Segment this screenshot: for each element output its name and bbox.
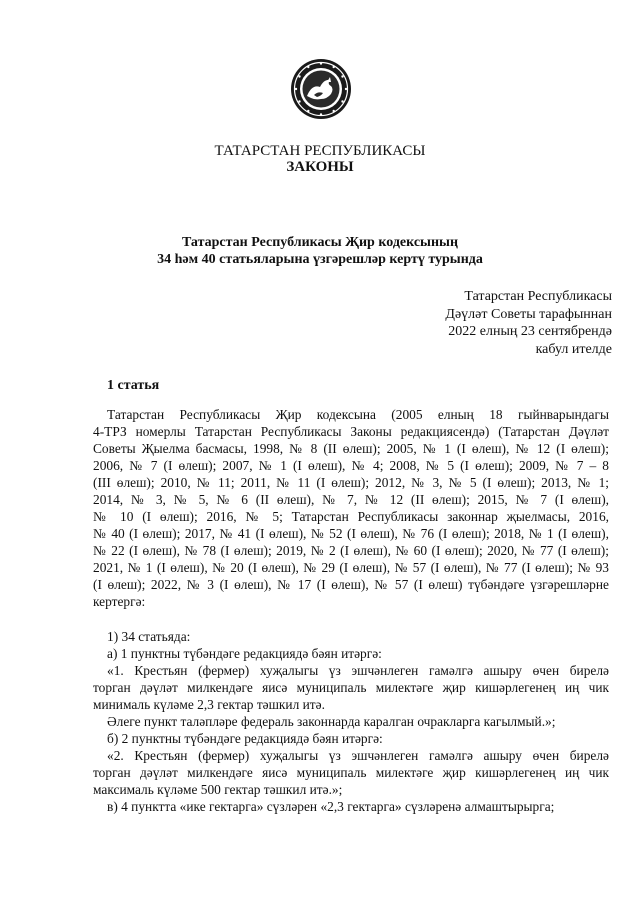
paragraph-line: 2021, № 1 (I өлеш), № 20 (I өлеш), № 29 (I өлеш), № 57 (I өлеш), № 77 (I өлеш); № 93 [93, 560, 609, 575]
paragraph-line: кертергә: [93, 594, 146, 609]
sub-item-b: б) 2 пунктны түбәндәге редакциядә бәян итәргә: [107, 731, 383, 746]
paragraph-line: (I өлеш); 2022, № 3 (I өлеш), № 17 (I өлеш), № 57 (I өлеш) түбәндәге үзгәрешләрне [93, 577, 609, 592]
sub-item-a: а) 1 пунктны түбәндәге редакциядә бәян итәргә: [107, 646, 382, 661]
quote-line: торган дәүләт милкендәге яисә муниципаль милектәге җир кишәрлегенең иң чик [93, 765, 609, 780]
paragraph-line: № 10 (I өлеш); 2016, № 5; Татарстан Республикасы законнар җыелмасы, 2016, [93, 509, 609, 524]
paragraph-line: № 40 (I өлеш); 2017, № 41 (I өлеш), № 52 (I өлеш), № 76 (I өлеш); 2018, № 1 (I өлеш), [93, 526, 609, 541]
paragraph-line: Советы Җыелма басмасы, 1998, № 8 (II өлеш); 2005, № 1 (I өлеш), № 12 (I өлеш); [93, 441, 609, 456]
law-title-line-2: 34 һәм 40 статьяларына үзгәрешләр кертү турында [157, 252, 483, 267]
law-title-line-1: Татарстан Республикасы Җир кодексының [181, 235, 459, 250]
quote-line: максималь күләме 500 гектар тәшкил итә.»; [93, 782, 343, 797]
adoption-line: 2022 елның 23 сентябрендә [448, 324, 612, 339]
quote-line: Әлеге пункт таләпләре федераль законнарда каралган очракларга кагылмый.»; [107, 714, 556, 729]
paragraph-line: 4-ТРЗ номерлы Татарстан Республикасы Законы редакциясендә) (Татарстан Дәүләт [93, 424, 609, 439]
header-laws: ЗАКОНЫ [286, 159, 354, 175]
item-1-heading: 1) 34 статьяда: [107, 629, 191, 644]
sub-item-c: в) 4 пунктта «ике гектарга» сүзләрен «2,3 гектарга» сүзләренә алмаштырырга; [107, 799, 555, 814]
coat-of-arms-icon [290, 58, 352, 120]
adoption-line: кабул ителде [535, 341, 612, 357]
quote-line: торган дәүләт милкендәге яисә муниципаль милектәге җир кишәрлегенең иң чик [93, 680, 609, 695]
quote-line: «1. Крестьян (фермер) хуҗалыгы үз эшчәнлеген гамәлгә ашыру өчен бирелә [107, 663, 609, 678]
quote-line: минималь күләме 2,3 гектар тәшкил итә. [93, 697, 325, 712]
quote-line: «2. Крестьян (фермер) хуҗалыгы үз эшчәнлеген гамәлгә ашыру өчен бирелә [107, 748, 609, 763]
adoption-line: Татарстан Республикасы [464, 289, 612, 304]
paragraph-line: 2006, № 7 (I өлеш); 2007, № 1 (I өлеш), № 4; 2008, № 5 (I өлеш); 2009, № 7 – 8 [93, 458, 609, 473]
adoption-line: Дәүләт Советы тарафыннан [445, 306, 612, 322]
paragraph-line: 2014, № 3, № 5, № 6 (II өлеш), № 7, № 12 (II өлеш); 2015, № 7 (I өлеш), [93, 492, 609, 507]
paragraph-line: Татарстан Республикасы Җир кодексына (2005 елның 18 гыйнварындагы [107, 407, 609, 422]
adoption-block [445, 288, 612, 358]
paragraph-line: (III өлеш); 2010, № 11; 2011, № 11 (I өлеш); 2012, № 3, № 5 (I өлеш); 2013, № 1; [93, 475, 609, 490]
paragraph-line: № 22 (I өлеш), № 78 (I өлеш); 2019, № 2 (I өлеш), № 60 (I өлеш); 2020, № 77 (I өлеш); [93, 543, 609, 558]
article-heading: 1 статья [107, 378, 160, 393]
header-republic: ТАТАРСТАН РЕСПУБЛИКАСЫ [214, 143, 426, 159]
